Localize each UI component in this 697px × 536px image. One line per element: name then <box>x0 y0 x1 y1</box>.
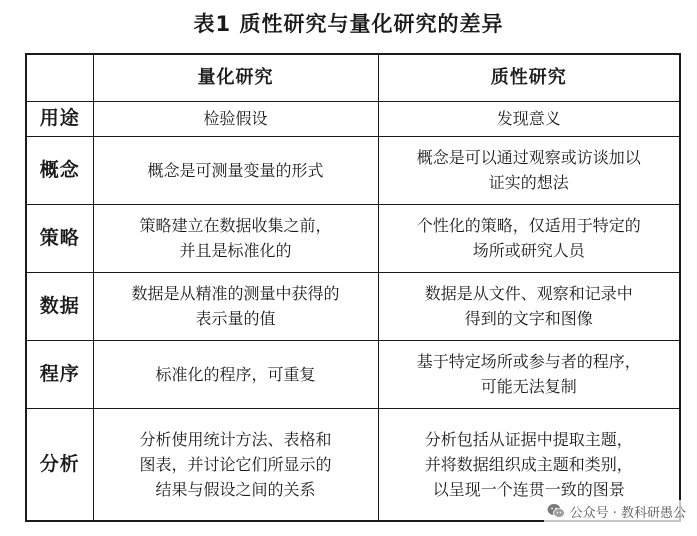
cell-line: 并将数据组织成主题和类别， <box>424 454 633 474</box>
cell-line: 证实的想法 <box>488 173 569 192</box>
cell-line: 分析包括从证据中提取主题， <box>424 429 633 449</box>
row-label-strategy: 策略 <box>26 204 93 272</box>
row-label-procedure: 程序 <box>26 340 93 408</box>
cell-line: 概念是可以通过观察或访谈加以 <box>416 148 641 167</box>
table-row <box>26 136 680 204</box>
cell-qualitative <box>378 136 680 204</box>
cell-line: 基于特定场所或参与者的程序， <box>416 352 641 371</box>
table-row <box>26 101 680 136</box>
comparison-table <box>25 53 681 522</box>
table-title: 表1 质性研究与量化研究的差异 <box>193 12 504 36</box>
watermark-text: 公众号 · 教科研愚公 <box>569 505 686 521</box>
cell-qualitative <box>378 101 680 136</box>
header-row <box>26 54 680 101</box>
cell-quantitative <box>93 101 378 136</box>
row-label-data: 数据 <box>26 272 93 340</box>
table-row <box>26 340 680 408</box>
table-row <box>26 204 680 272</box>
header-quantitative: 量化研究 <box>93 54 378 101</box>
cell-line: 数据是从文件、观察和记录中 <box>424 284 633 303</box>
row-label-concept: 概念 <box>26 136 93 204</box>
header-corner-cell <box>26 54 93 101</box>
cell-line: 并且是标准化的 <box>179 241 292 260</box>
cell-line: 图表，并讨论它们所显示的 <box>139 454 332 474</box>
cell-quantitative <box>93 136 378 204</box>
cell-qualitative <box>378 272 680 340</box>
row-label-analysis: 分析 <box>26 408 93 521</box>
header-qualitative: 质性研究 <box>378 54 680 101</box>
cell-line: 场所或研究人员 <box>472 241 585 260</box>
cell-line: 发现意义 <box>496 109 561 128</box>
cell-line: 策略建立在数据收集之前， <box>139 216 332 235</box>
cell-line: 检验假设 <box>203 109 268 128</box>
cell-line: 概念是可测量变量的形式 <box>147 160 324 180</box>
cell-quantitative <box>93 340 378 408</box>
table-row <box>26 272 680 340</box>
cell-line: 数据是从精准的测量中获得的 <box>131 284 340 303</box>
watermark <box>544 500 689 522</box>
row-label-purpose: 用途 <box>26 101 93 136</box>
cell-line: 可能无法复制 <box>480 377 577 396</box>
cell-quantitative <box>93 204 378 272</box>
cell-quantitative <box>93 272 378 340</box>
cell-line: 结果与假设之间的关系 <box>155 479 316 499</box>
cell-line: 标准化的程序，可重复 <box>155 364 316 384</box>
cell-qualitative <box>378 340 680 408</box>
wechat-icon <box>547 503 565 519</box>
cell-line: 表示量的值 <box>195 309 276 328</box>
cell-line: 分析使用统计方法、表格和 <box>139 429 332 449</box>
cell-line: 得到的文字和图像 <box>464 309 593 328</box>
cell-line: 以呈现一个连贯一致的图景 <box>432 479 625 499</box>
cell-line: 个性化的策略，仅适用于特定的 <box>416 216 641 235</box>
cell-quantitative <box>93 408 378 521</box>
cell-qualitative <box>378 204 680 272</box>
